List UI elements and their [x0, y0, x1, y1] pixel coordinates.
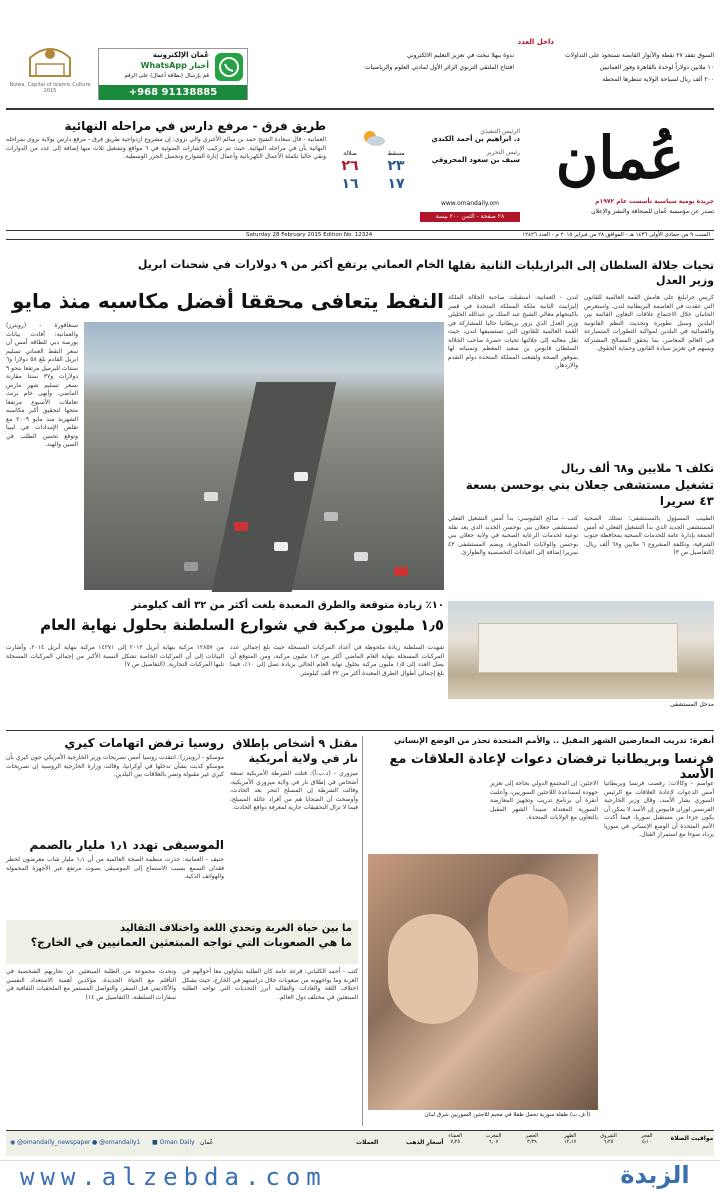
car: [234, 522, 248, 531]
car: [294, 472, 308, 481]
vehicles-body2: من ١٢٨٥٧ مركبة بنهاية أبريل ٢٠١٣ إلى ١٤٢٧١ مركبة بنهاية أبريل ٢٠١٤، وأشارت البيانات إلى أن المركبات الخاصة تشكل النسبة الأكبر من إجمالي المركبات المسجلة تليها المركبات التجارية. (التفاصيل ص ٧): [6, 644, 225, 668]
hospital-body: كتب - صالح الفليوسي: بدأ أمس التشغيل الفعلي لمستشفى جعلان بني بوحسن الجديد الذي يعد نقلة نوعية لخدمات الرعاية الصحية في ولاية جعلان بني بوحسن والولايات المجاورة، ويضم المستشفى ٤٣ سريرا إضافة إلى العيادات التخصصية والطوارئ.: [448, 515, 578, 556]
instagram-icon: ◉: [10, 1139, 16, 1146]
vehicles-title[interactable]: ١٫٥ مليون مركبة في شوارع السلطنة بحلول نهاية العام: [40, 616, 444, 634]
youth-body: كتب - أحمد الكلباني: قرعة عامة كان الطلبة يتناولون معا أحوالهم في الغربة وما يواجهونه من صعوبات خلال دراستهم في الخارج، حيث يشكل اختلاف اللغة والعادات والتقاليد أبرز التحديات التي تواجه الطلبة المبتعثين في مختلف دول العالم.: [182, 968, 358, 1001]
car: [324, 512, 338, 521]
oil-title[interactable]: النفط يتعافى محققا أفضل مكاسبه منذ مايو: [11, 289, 444, 313]
kill-body: ميزوري - (د.ب.أ): قتلت الشرطة الأمريكية تسعة أشخاص في إطلاق نار في ولاية ميزوري الأمريكية، وقالت الشرطة إن المسلح انتحر بعد الحادث، وأوضحت أن الضحايا هم من أفراد عائلة المسلح، فيما لا تزال التحقيقات جارية لمعرفة دوافع الحادث.: [230, 770, 358, 811]
prayer-cell: الفجر ٥٫١٠: [641, 1133, 653, 1145]
ad-line: قم بإرسال (بطاقة أعمال) على الرقم: [124, 73, 209, 79]
music-story[interactable]: [6, 838, 224, 918]
oil-kicker: الخام العماني يرتفع أكثر من ٩ دولارات في شحنات ابريل: [137, 258, 444, 271]
syria-photo: [368, 854, 598, 1110]
chief-label: الرئيس التنفيذي: [480, 128, 520, 135]
page-count-badge: ٢٨ صفحة - الثمن ٢٠٠ بيسة: [420, 212, 520, 222]
date-arabic: السبت ٩ من جمادى الأولى ١٤٣٦ هـ - الموافق ٢٨ من فبراير ٢٠١٥ م - العدد ١٢٤٢٦: [522, 232, 710, 238]
car: [354, 552, 368, 561]
editor-name: سيف بن سعود المحروقي: [431, 156, 520, 164]
teaser-body: العمانية - قال سعادة الشيخ حمد بن سالم الأغبري والي نزوى: إن مشروع ازدواجية طريق فرق - مرفع دارس بولاية نزوى بمراحله النهائية بأن في مراحله النهائية. حيث تم تركيب الإشارات الضوئية في ٦ مواقع وتشغيل ثلاث منها إضافة إلى عدد من الدوارات وبقي حاليا تكملة الأعمال الكهربائية وأعمال إنارة الشوارع وتجميل الجزر الوسطية.: [6, 136, 326, 160]
syria-credit: (أ.ف.ب): [570, 1112, 591, 1118]
lead-body2: كريس جرايلنغ على هامش القمة العالمية للقانون التي عقدت في العاصمة البريطانية لندن. واستعرض الجانبان خلال الاجتماع علاقات التعاون القائمة بين البلدين وسبل تطويره وتحديث النظم القانونية والقضائية في البلدين لمواكبة التطورات المتسارعة في العالم المعاصر، بما يحقق المصالح المشتركة ويسهم في تعزيز سيادة القانون وحماية الحقوق.: [584, 294, 714, 352]
youth-body2: وتحدث مجموعة من الطلبة المبتعثين عن تجاربهم الشخصية في التأقلم مع الحياة الجديدة، مؤكدين أهمية الاستعداد النفسي والأكاديمي قبل السفر، والتواصل المستمر مع الملحقيات الثقافية في سفارات السلطنة. (التفاصيل ص ١٤): [6, 968, 176, 1001]
masthead: [526, 118, 714, 228]
gold-label: أسعار الذهب: [406, 1139, 444, 1146]
header-divider: [6, 108, 714, 110]
ad-title: عُمان الإلكترونية: [152, 51, 209, 59]
social-handle[interactable]: ● @omandaily1: [92, 1139, 141, 1146]
car: [394, 567, 408, 576]
muscat-high: ٢٣: [387, 158, 405, 174]
column-divider: [362, 736, 363, 1126]
russia-body: موسكو - (رويترز): انتقدت روسيا أمس تصريحات وزير الخارجية الأمريكي جون كيري بأن موسكو كذبت بشأن تدخلها في أوكرانيا، وقالت وزارة الخارجية الروسية إن تصريحات كيري غير مقبولة وتضر بالعلاقات بين البلدين.: [6, 754, 224, 778]
car: [184, 562, 198, 571]
date-english: Saturday 28 February 2015 Edition No. 12324: [246, 232, 373, 238]
inside-item[interactable]: ١٠ ملايين دولاراً لوحدة بالقاهرة وفوز العمانيين: [599, 64, 714, 71]
nizwa-year: 2015: [43, 88, 57, 94]
inside-item[interactable]: السوق تفقد ٢٧ نقطة والأنوار القابضة تستحوذ على التداولات: [565, 52, 714, 59]
editor-label: رئيس التحرير: [486, 149, 520, 156]
muscat-label: مسقط: [387, 150, 405, 157]
site-logo: الزبدة: [620, 1161, 690, 1189]
prayer-cell: العصر ٣٫٣٩: [525, 1133, 539, 1145]
vehicles-body: شهدت السلطنة زيادة ملحوظة في أعداد المركبات المسجلة حيث بلغ إجمالي عدد المركبات المسجلة بنهاية العام الماضي أكثر من ١٫٣ مليون مركبة، ومن المتوقع أن يصل العدد إلى ١٫٥ مليون مركبة بحلول نهاية العام الحالي بزيادة تصل إلى ١٠٪، فيما بلغ إجمالي أطوال الطرق المعبدة أكثر من ٣٢ ألف كيلومتر.: [230, 644, 444, 677]
car: [204, 492, 218, 501]
teaser-title: طريق فرق - مرفع دارس في مراحله النهائية: [64, 119, 326, 133]
nizwa-logo: [6, 38, 94, 102]
nizwa-emblem-icon: [20, 38, 80, 78]
weather-box: [330, 128, 416, 208]
footer-band: [6, 1130, 714, 1156]
hospital-building: [478, 623, 678, 673]
syria-kicker: أنقرة: تدريب المعارضين الشهر المقبل .. والأمم المتحدة تحذر من الوضع الإنساني: [393, 736, 714, 745]
salalah-low: ١٦: [341, 176, 359, 192]
salalah-label: صلالة: [343, 150, 357, 157]
youth-title: ما هي الصعوبات التي تواجه المبتعثين العمانيين في الخارج؟: [30, 936, 352, 949]
syria-caption: طفلة سورية تحمل طفلا في مخيم للاجئين السوريين شرق لبنان: [424, 1112, 568, 1118]
syria-title[interactable]: فرنسا وبريطانيا ترفضان دعوات لإعادة العلاقات مع الأسد: [389, 752, 714, 782]
social-handle[interactable]: ◉ @omandaily_newspaper: [10, 1139, 91, 1146]
inside-item[interactable]: ٢٠٠ ألف ريال لسياحة الولاية تنتظرها المحطة: [602, 76, 714, 83]
hospital-title: تشغيل مستشفى جعلان بني بوحسن بسعة ٤٣ سريرا: [465, 478, 714, 508]
highway-photo: [84, 322, 444, 590]
car: [274, 542, 288, 551]
masthead-tagline: جريدة يومية سياسية تأسست عام ١٩٧٢م: [595, 198, 714, 205]
twitter-icon: ●: [92, 1139, 98, 1146]
music-title: الموسيقى تهدد ١٫١ مليار بالصمم: [29, 838, 224, 852]
whatsapp-phone: +968 91138885: [99, 85, 247, 100]
social-handle[interactable]: ■ Oman Daily: [152, 1139, 195, 1146]
masthead-title: عُمان: [555, 124, 685, 192]
music-body: جنيف - العمانية: حذرت منظمة الصحة العالمية من أن ١٫١ مليار شاب معرضون لخطر فقدان السمع بسبب الاستماع إلى الموسيقى بصوت مرتفع عبر الأجهزة المحمولة والهواتف الذكية.: [6, 856, 225, 880]
inside-item[interactable]: افتتاح الملتقى التربوي الزائر الأول لمادتي العلوم والرياضيات: [364, 64, 514, 71]
prayer-cell: المغرب ٦٫٠٧: [485, 1133, 502, 1145]
whatsapp-icon: [215, 53, 243, 81]
inside-label: داخل العدد: [517, 38, 554, 46]
prayer-cell: العشاء ٧٫٢٥: [448, 1133, 463, 1145]
nizwa-caption: Nizwa, Capital of Islamic Culture: [9, 82, 91, 88]
hospital-story[interactable]: [448, 462, 714, 722]
ad-service: أخبار WhatsApp: [140, 61, 209, 70]
muscat-low: ١٧: [387, 176, 405, 192]
hospital-body2: الطبيب المسؤول بالمستشفى: تمتلك الصحية المستشفى الجديد الذي بدأ التشغيل الفعلي له أمس الجمعة بإدارة عامة للخدمات الصحية بمحافظة جنوب الشرقية، وتكلفة المشروع ٦ ملايين و٦٨ ألف ريال. (التفاصيل ص ٣): [584, 515, 714, 556]
sun-cloud-icon: [360, 128, 386, 148]
editor-box: [420, 128, 520, 198]
lead-body: لندن - العمانية: استقبلت صاحبة الجلالة الملكة إليزابيث الثانية ملكة المملكة المتحدة في قصر باكينجهام معالي الشيخ عبد الملك بن عبدالله الخليلي وزير العدل الذي يزور بريطانيا حاليا للمشاركة في القمة العالمية للقانون التي تستضيفها لندن، حيث نقل معاليه إلى جلالتها تحيات حضرة صاحب الجلالة السلطان قابوس بن سعيد المعظم وتمنياته لها بموفور الصحة ولشعب المملكة المتحدة دوام التقدم والازدهار.: [448, 294, 578, 369]
hospital-photo: [448, 601, 714, 699]
prayer-label: مواقيت الصلاة: [670, 1135, 714, 1142]
inside-list: [258, 50, 714, 100]
lead-story[interactable]: [448, 258, 714, 458]
kill-story[interactable]: [230, 736, 358, 936]
salalah-high: ٢٦: [341, 158, 359, 174]
section-divider: [6, 730, 714, 731]
vehicles-kicker: ١٠٪ زيادة متوقعة والطرق المعبدة بلغت أكثر من ٣٢ ألف كيلومتر: [131, 600, 444, 611]
youth-header[interactable]: [6, 920, 358, 964]
syria-body: عواصم - وكالات: رفضت فرنسا وبريطانيا أمس الدعوات لإعادة العلاقات مع الرئيس السوري بشار الأسد، وقال وزير الخارجية الفرنسي لوران فابيوس إن الأسد لا يمكن أن يكون جزءا من مستقبل سوريا، فيما أكدت الأمم المتحدة أن الوضع الإنساني في سوريا يزداد سوءا مع استمرار القتال.: [604, 780, 714, 838]
lead-title: تحيات جلالة السلطان إلى البرازيليات الثانية نقلها وزير العدل: [447, 259, 714, 287]
prayer-times: [436, 1133, 666, 1155]
russia-story[interactable]: [6, 736, 224, 836]
footer-oman: عُمان: [200, 1139, 214, 1146]
teaser[interactable]: [6, 118, 326, 218]
chief-name: د. ابراهيم بن أحمد الكندي: [431, 135, 520, 143]
syria-body2: الاجئين: إن المجتمع الدولي بحاجة إلى تعزيز جهوده لمساعدة اللاجئين السوريين، وأعلنت أنقرة أن برنامج تدريب وتجهيز المعارضة السورية المعتدلة سيبدأ الشهر المقبل بالتعاون مع الولايات المتحدة.: [490, 780, 598, 821]
publisher: تصدر عن مؤسسة عُمان للصحافة والنشر والإعلان: [591, 208, 714, 215]
prayer-cell: الشروق ٦٫٢٥: [600, 1133, 617, 1145]
hospital-kicker: تكلف ٦ ملايين و٦٨ ألف ريال: [560, 462, 714, 475]
inside-item[interactable]: ندوة ببهلا تبحث في تعزيز التعليم الالكتروني: [406, 52, 514, 59]
hospital-caption: مدخل المستشفى: [669, 701, 714, 708]
russia-title: روسيا ترفض اتهامات كيري: [64, 736, 224, 750]
kill-title: مقتل ٩ أشخاص بإطلاق نار في ولاية أمريكية: [232, 737, 358, 765]
website[interactable]: www.omandaily.om: [440, 200, 499, 207]
prayer-cell: الظهر ١٢٫١٧: [563, 1133, 577, 1145]
youth-kicker: ما بين حياة الغربة وتحدي اللغة واختلاف التقاليد: [119, 923, 352, 934]
site-bar: [0, 1160, 720, 1193]
date-bar: [6, 230, 714, 240]
currency-label: العملات: [356, 1139, 379, 1146]
whatsapp-ad[interactable]: [98, 48, 248, 100]
oil-body: سنغافورة - (رويترز) والعمانية: أفادت بيانات بورصة دبي للطاقة أمس أن سعر النفط العماني تسليم ابريل القادم بلغ ٥٨ دولارا و٦ سنتات للبرميل مرتفعا بنحو ٩ دولارات و٣٧ سنتا مقارنة بسعر تسليم شهر مارس الماضي. وأنهى خام برنت تعاملات الأسبوع مرتفعا متجها لتحقيق أكبر مكاسبه الشهرية منذ مايو ٢٠٠٩ مع تقلص الإمدادات في ليبيا وتوقع تحسن الطلب في الصين والهند.: [6, 322, 79, 448]
site-url[interactable]: www.alzebda.com: [20, 1163, 327, 1191]
facebook-icon: ■: [152, 1139, 158, 1146]
